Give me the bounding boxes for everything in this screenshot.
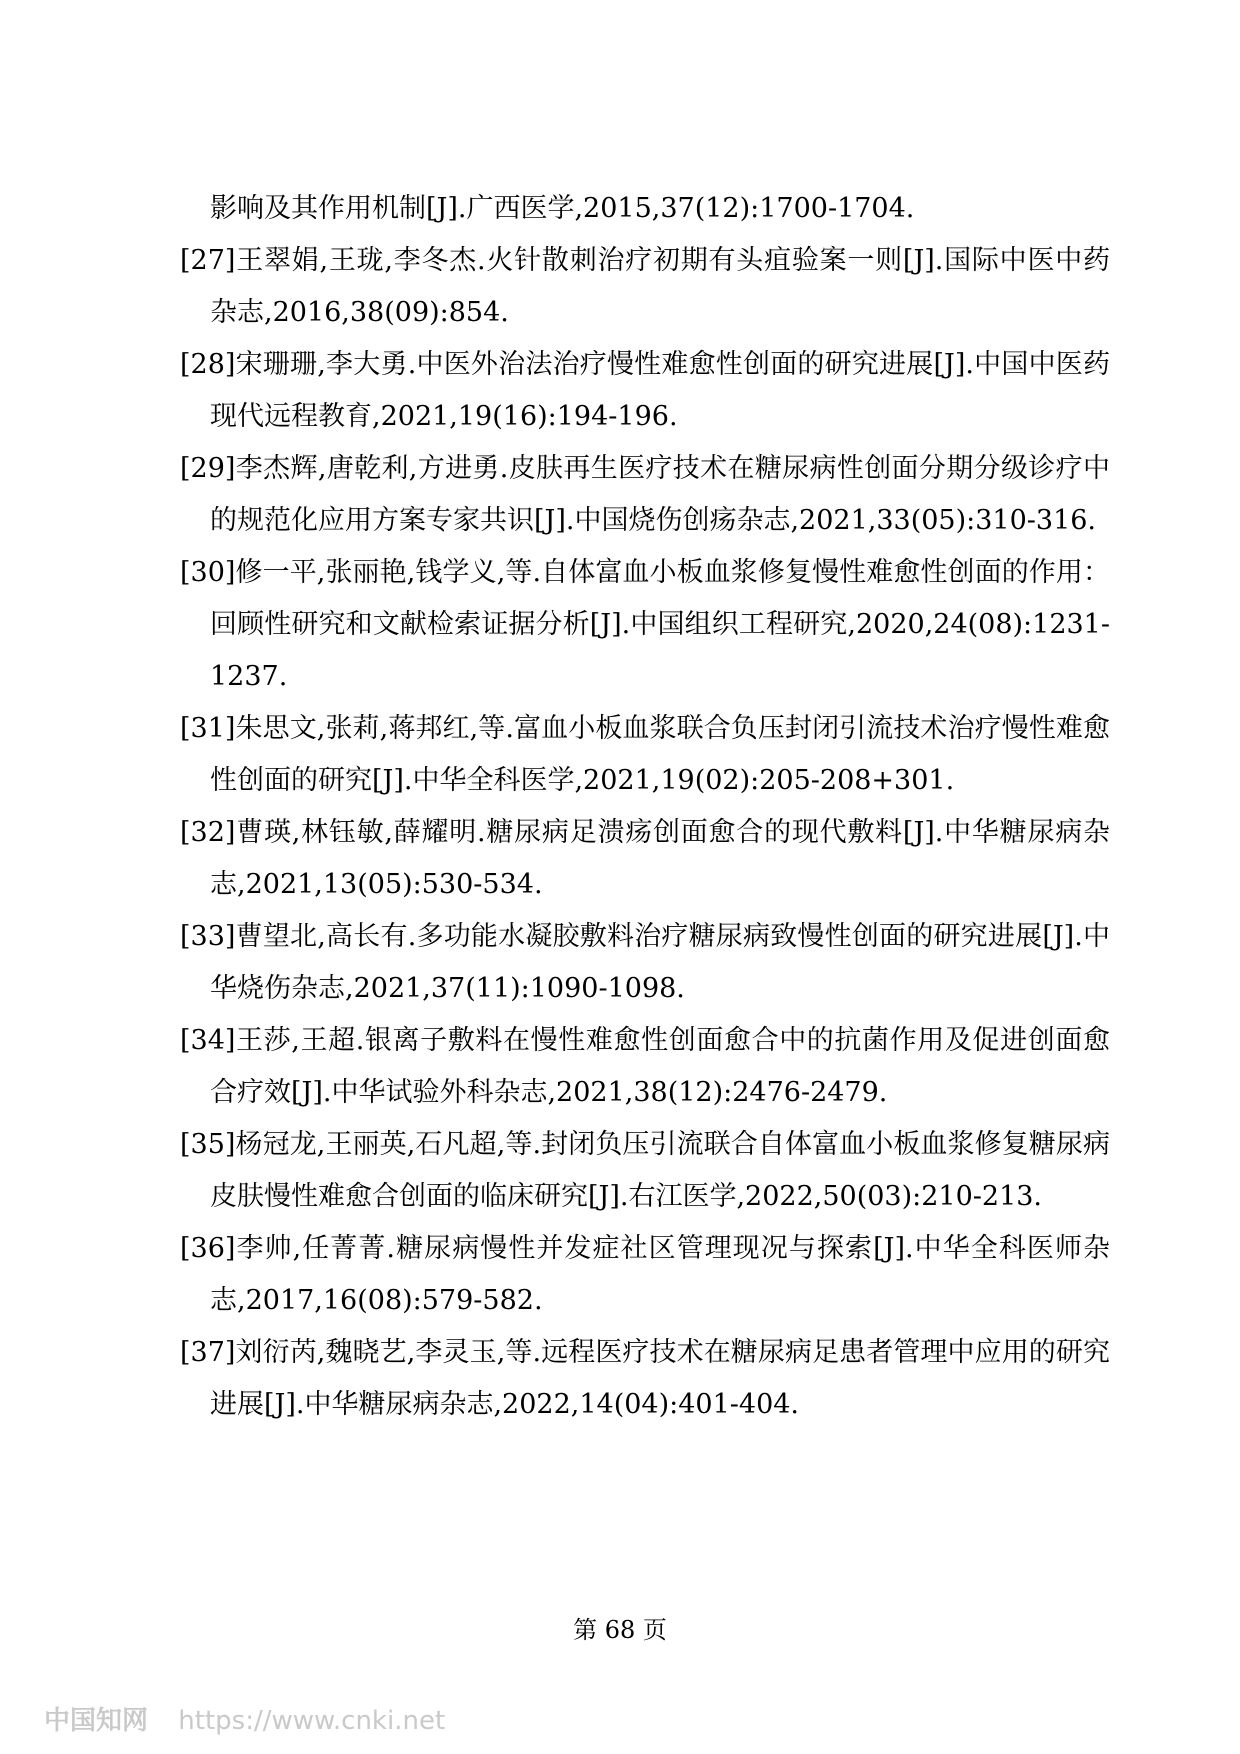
reference-item: [28]宋珊珊,李大勇.中医外治法治疗慢性难愈性创面的研究进展[J].中国中医药现代远程教育,2021,19(16):194-196. <box>180 349 1110 432</box>
reference-item: [35]杨冠龙,王丽英,石凡超,等.封闭负压引流联合自体富血小板血浆修复糖尿病皮肤慢性难愈合创面的临床研究[J].右江医学,2022,50(03):210-213. <box>180 1129 1110 1212</box>
watermark-url: https://www.cnki.net <box>178 1706 446 1736</box>
reference-item: [29]李杰辉,唐乾利,方进勇.皮肤再生医疗技术在糖尿病性创面分期分级诊疗中的规范化应用方案专家共识[J].中国烧伤创疡杂志,2021,33(05):310-316. <box>180 453 1110 536</box>
watermark-brand: 中国知网 <box>44 1706 149 1736</box>
reference-list <box>180 183 1110 1431</box>
reference-item: [36]李帅,任菁菁.糖尿病慢性并发症社区管理现况与探索[J].中华全科医师杂志,2017,16(08):579-582. <box>180 1233 1110 1316</box>
cnki-watermark <box>44 1700 445 1737</box>
reference-item: 影响及其作用机制[J].广西医学,2015,37(12):1700-1704. <box>210 193 915 224</box>
reference-item: [31]朱思文,张莉,蒋邦红,等.富血小板血浆联合负压封闭引流技术治疗慢性难愈性创面的研究[J].中华全科医学,2021,19(02):205-208+301. <box>180 713 1110 796</box>
page-number: 第 68 页 <box>573 1616 667 1644</box>
reference-item: [30]修一平,张丽艳,钱学义,等.自体富血小板血浆修复慢性难愈性创面的作用：回顾性研究和文献检索证据分析[J].中国组织工程研究,2020,24(08):1231-1237. <box>180 557 1110 692</box>
reference-item: [37]刘衍芮,魏晓艺,李灵玉,等.远程医疗技术在糖尿病足患者管理中应用的研究进展[J].中华糖尿病杂志,2022,14(04):401-404. <box>180 1337 1110 1420</box>
reference-item: [32]曹瑛,林钰敏,薛耀明.糖尿病足溃疡创面愈合的现代敷料[J].中华糖尿病杂志,2021,13(05):530-534. <box>180 817 1110 900</box>
reference-item: [27]王翠娟,王珑,李冬杰.火针散刺治疗初期有头疽验案一则[J].国际中医中药杂志,2016,38(09):854. <box>180 245 1110 328</box>
reference-item: [34]王莎,王超.银离子敷料在慢性难愈性创面愈合中的抗菌作用及促进创面愈合疗效[J].中华试验外科杂志,2021,38(12):2476-2479. <box>180 1025 1110 1108</box>
reference-item: [33]曹望北,高长有.多功能水凝胶敷料治疗糖尿病致慢性创面的研究进展[J].中华烧伤杂志,2021,37(11):1090-1098. <box>180 921 1110 1004</box>
